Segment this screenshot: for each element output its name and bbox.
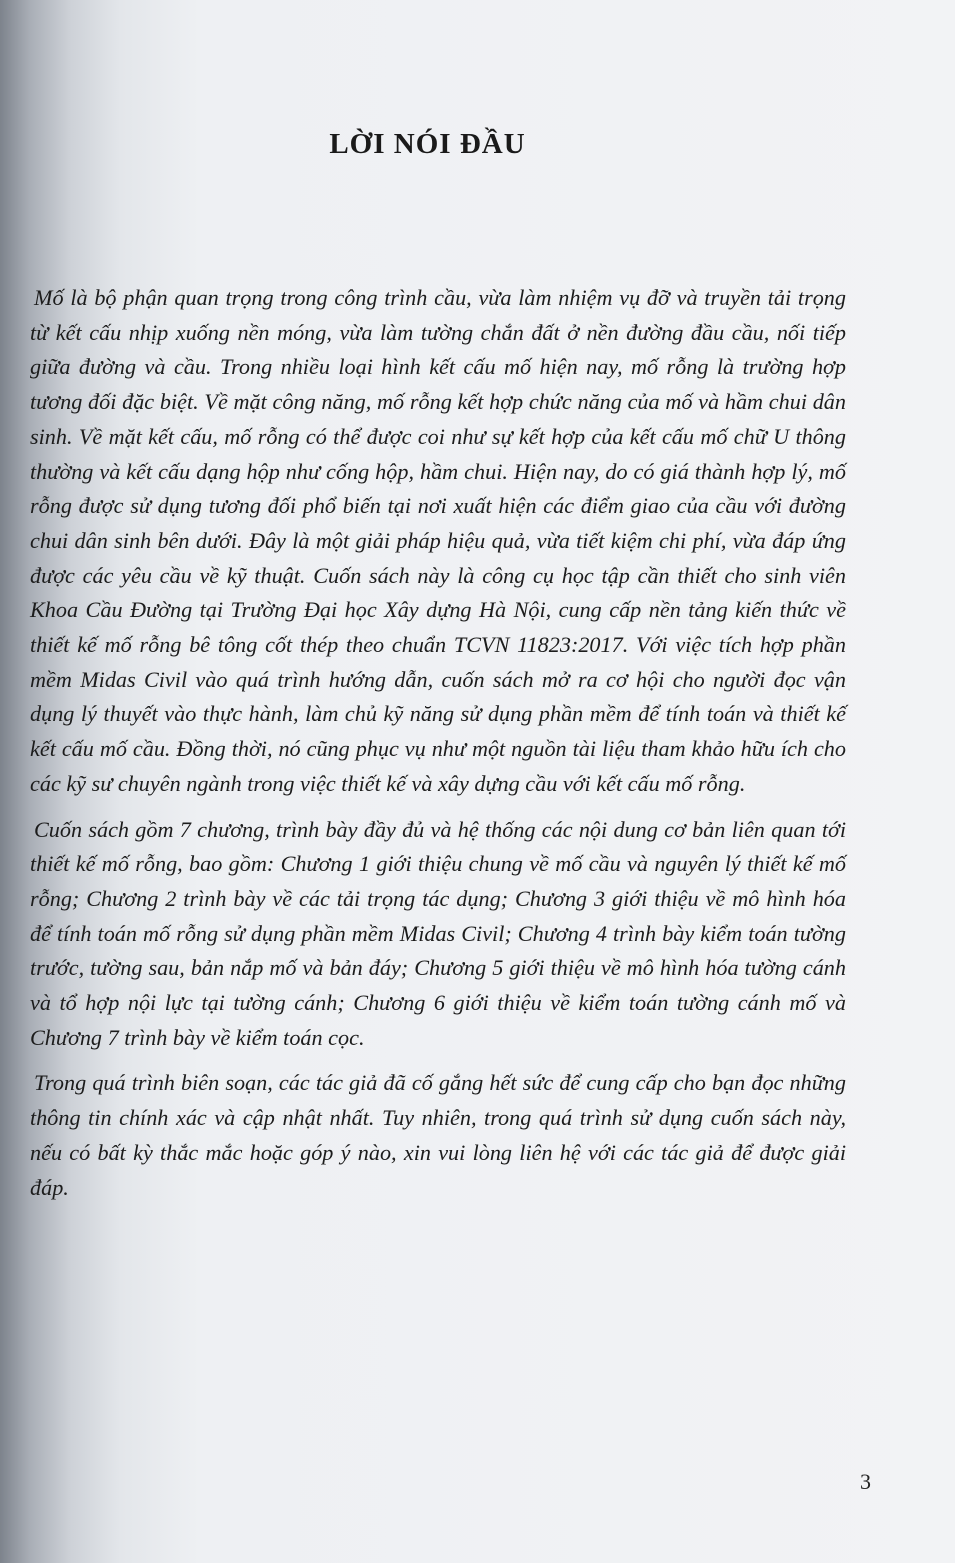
page-title: LỜI NÓI ĐẦU xyxy=(329,128,526,160)
paragraph-chapters: Cuốn sách gồm 7 chương, trình bày đầy đủ và hệ thống các nội dung cơ bản liên quan tới thiết kế mố rỗng, bao gồm: Chương 1 giới thiệu chung về mố cầu và nguyên lý thiết kế mố rỗng; Chương 2 trình bày về các tải trọng tác dụng; Chương 3 giới thiệu về mô hình hóa để tính toán mố rỗng sử dụng phần mềm Midas Civil; Chương 4 trình bày kiểm toán tường trước, tường sau, bản nắp mố và bản đáy; Chương 5 giới thiệu về mô hình hóa tường cánh và tổ hợp nội lực tại tường cánh; Chương 6 giới thiệu về kiểm toán tường cánh mố và Chương 7 trình bày về kiểm toán cọc. xyxy=(30,816,846,1050)
page-number: 3 xyxy=(860,1469,871,1494)
paragraph-closing: Trong quá trình biên soạn, các tác giả đã cố gắng hết sức để cung cấp cho bạn đọc những thông tin chính xác và cập nhật nhất. Tuy nhiên, trong quá trình sử dụng cuốn sách này, nếu có bất kỳ thắc mắc hoặc góp ý nào, xin vui lòng liên hệ với các tác giả để được giải đáp. xyxy=(30,1070,846,1200)
body-text xyxy=(30,281,846,1216)
paragraph-intro: Mố là bộ phận quan trọng trong công trình cầu, vừa làm nhiệm vụ đỡ và truyền tải trọng từ kết cấu nhịp xuống nền móng, vừa làm tường chắn đất ở nền đường đầu cầu, nối tiếp giữa đường và cầu. Trong nhiều loại hình kết cấu mố hiện nay, mố rỗng là trường hợp tương đối đặc biệt. Về mặt công năng, mố rỗng kết hợp chức năng của mố và hầm chui dân sinh. Về mặt kết cấu, mố rỗng có thể được coi như sự kết hợp của kết cấu mố chữ U thông thường và kết cấu dạng hộp như cống hộp, hầm chui. Hiện nay, do có giá thành hợp lý, mố rỗng được sử dụng tương đối phổ biến tại nơi xuất hiện các điểm giao của cầu với đường chui dân sinh bên dưới. Đây là một giải pháp hiệu quả, vừa tiết kiệm chi phí, vừa đáp ứng được các yêu cầu về kỹ thuật. Cuốn sách này là công cụ học tập cần thiết cho sinh viên Khoa Cầu Đường tại Trường Đại học Xây dựng Hà Nội, cung cấp nền tảng kiến thức về thiết kế mố rỗng bê tông cốt thép theo chuẩn TCVN 11823:2017. Với việc tích hợp phần mềm Midas Civil vào quá trình hướng dẫn, cuốn sách mở ra cơ hội cho người đọc vận dụng lý thuyết vào thực hành, làm chủ kỹ năng sử dụng phần mềm để tính toán và thiết kế kết cấu mố cầu. Đồng thời, nó cũng phục vụ như một nguồn tài liệu tham khảo hữu ích cho các kỹ sư chuyên ngành trong việc thiết kế và xây dựng cầu với kết cấu mố rỗng. xyxy=(30,285,846,796)
